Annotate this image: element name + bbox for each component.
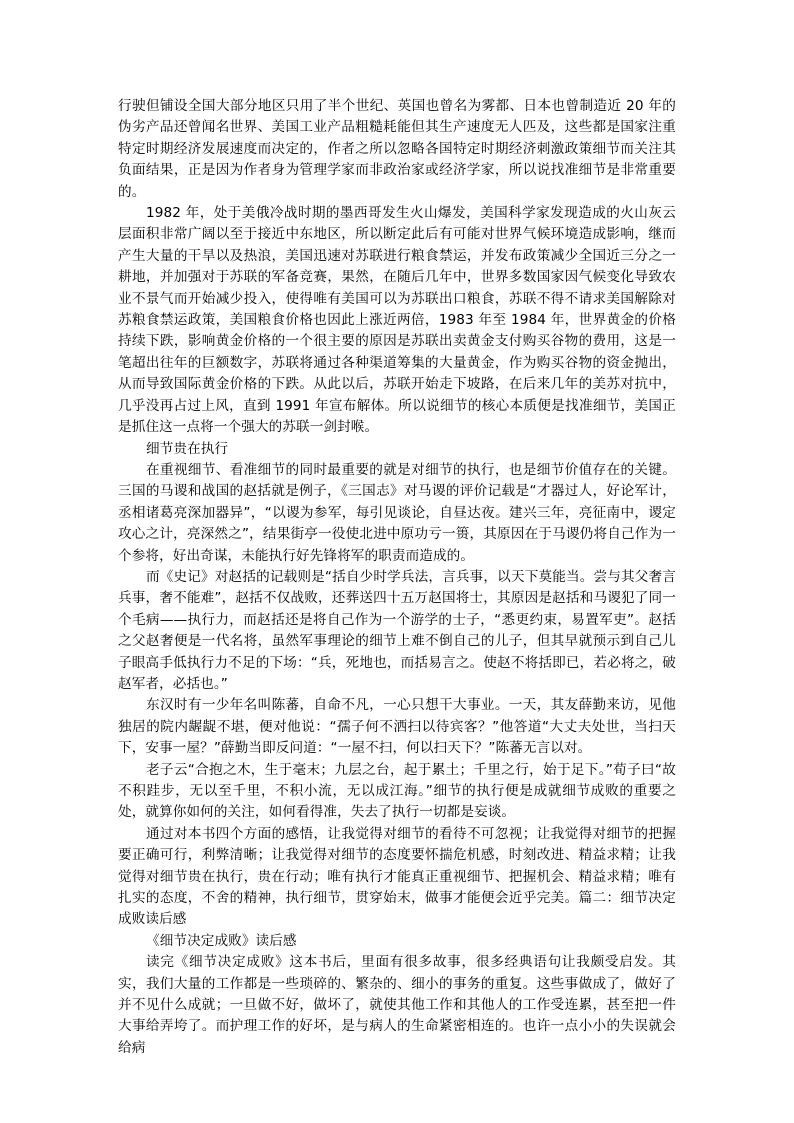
section-heading-execution: 细节贵在执行: [146, 440, 229, 457]
paragraph-6: 老子云“合抱之木，生于毫末；九层之台，起于累土；千里之行，始于足下。”荀子曰“故不积跬步，无以至千里，不积小流，无以成江海。”细节的执行便是成就细节成败的重要之处，就算你如何的关注，如何看得准，失去了执行一切都是妄谈。: [118, 761, 676, 821]
section-heading-review: 《细节决定成败》读后感: [146, 932, 297, 949]
paragraph-8: 读完《细节决定成败》这本书后，里面有很多故事，很多经典语句让我颇受启发。其实，我们大量的工作都是一些琐碎的、繁杂的、细小的事务的重复。这些事做成了，做好了并不见什么成就；一旦做不好，做坏了，就使其他工作和其他人的工作受连累，甚至把一件大事给弄垮了。而护理工作的好坏，是与病人的生命紧密相连的。也许一点小小的失误就会给病: [118, 954, 676, 1056]
paragraph-5: 东汉时有一少年名叫陈蕃，自命不凡，一心只想干大事业。一天，其友薛勤来访，见他独居的院内龌龊不堪，便对他说：“孺子何不洒扫以待宾客？”他答道“大丈夫处世，当扫天下，安事一屋？”薛勤当即反问道：“一屋不扫，何以扫天下？”陈蕃无言以对。: [118, 697, 676, 757]
paragraph-2: 1982 年，处于美俄冷战时期的墨西哥发生火山爆发，美国科学家发现造成的火山灰云层面积非常广阔以至于接近中东地区，所以断定此后有可能对世界气候环境造成影响，继而产生大量的干旱以及热浪，美国迅速对苏联进行粮食禁运，并发布政策减少全国近三分之一耕地，并加强对于苏联的军备竞赛，果然，在随后几年中，世界多数国家因气候变化导致农业不景气而开始减少投入，使得唯有美国可以为苏联出口粮食，苏联不得不请求美国解除对苏粮食禁运政策，美国粮食价格也因此上涨近两倍，1983 年至 1984 年，世界黄金的价格持续下跌，影响黄金价格的一个很主要的原因是苏联出卖黄金支付购买谷物的费用，这是一笔超出往年的巨额数字，苏联将通过各种渠道筹集的大量黄金，作为购买谷物的资金抛出，从而导致国际黄金价格的下跌。从此以后，苏联开始走下坡路，在后来几年的美苏对抗中，几乎没再占过上风，直到 1991 年宣布解体。所以说细节的核心本质便是找准细节，美国正是抓住这一点将一个强大的苏联一剑封喉。: [118, 205, 676, 436]
paragraph-4: 而《史记》对赵括的记载则是“括自少时学兵法，言兵事，以天下莫能当。尝与其父奢言兵事，奢不能难”，赵括不仅战败，还葬送四十五万赵国将士，其原因是赵括和马谡犯了同一个毛病——执行力，而赵括还是将自己作为一个游学的士子，“悉更约束，易置军吏”。赵括之父赵奢便是一代名将，虽然军事理论的细节上难不倒自己的儿子，但其早就预示到自己儿子眼高手低执行力不足的下场：“兵，死地也，而括易言之。使赵不将括即已，若必将之，破赵军者，必括也。”: [118, 568, 676, 692]
paragraph-7: 通过对本书四个方面的感悟，让我觉得对细节的看待不可忽视；让我觉得对细节的把握要正确可行，利弊清晰；让我觉得对细节的态度要怀揣危机感，时刻改进、精益求精；让我觉得对细节贵在执行，贵在行动；唯有执行才能真正重视细节、把握机会、精益求精；唯有扎实的态度，不舍的精神，执行细节，贯穿始末，做事才能便会近乎完美。篇二：细节决定成败读后感: [118, 825, 676, 928]
paragraph-1: 行驶但铺设全国大部分地区只用了半个世纪、英国也曾名为雾都、日本也曾制造近 20 年的伪劣产品还曾闻名世界、美国工业产品粗糙耗能但其生产速度无人匹及，这些都是国家注重特定时期经济发展速度而决定的，作者之所以忽略各国特定时期经济刺激政策细节而关注其负面结果，正是因为作者身为管理学家而非政治家或经济学家，所以说找准细节是非常重要的。: [118, 98, 676, 200]
paragraph-3: 在重视细节、看准细节的同时最重要的就是对细节的执行，也是细节价值存在的关键。三国的马谡和战国的赵括就是例子，《三国志》对马谡的评价记载是“才器过人，好论军计，丞相诸葛亮深加器异”，“以谡为参军，每引见谈论，自昼达夜。建兴三年，亮征南中，谡定攻心之计，亮深然之”，结果街亭一役使北进中原功亏一篑，其原因在于马谡仍将自己作为一个参将，好出奇谋，未能执行好先锋将军的职责而造成的。: [118, 461, 676, 564]
